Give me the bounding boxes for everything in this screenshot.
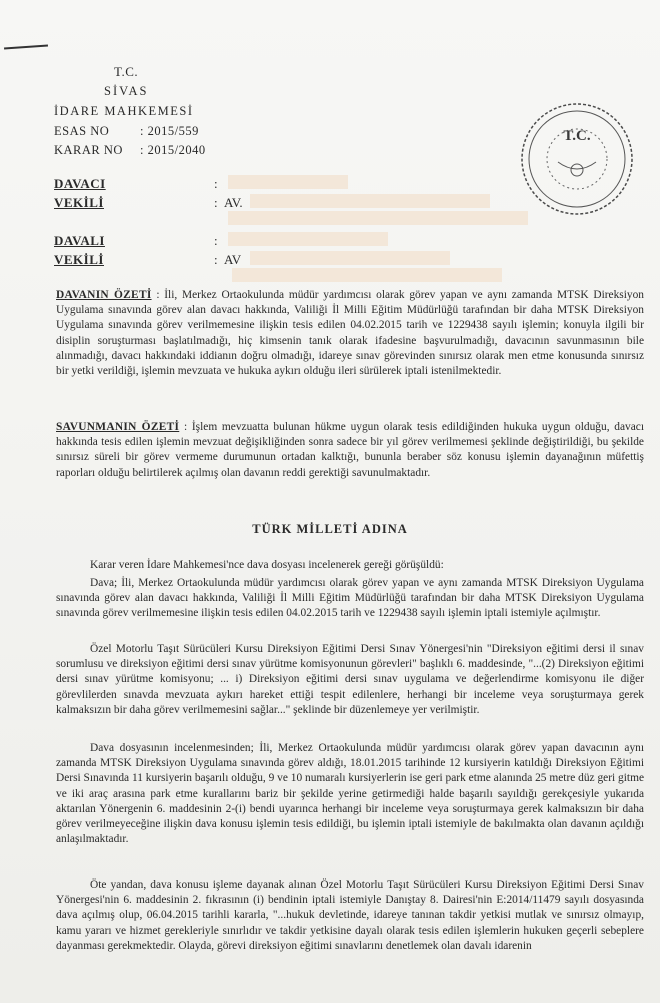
body-paragraph-3: Özel Motorlu Taşıt Sürücüleri Kursu Direksiyon Eğitimi Dersi Sınav Yönergesi'nin "Direksiyon eğitimi dersi il sınav sorumlusu ve direksiyon eğitimi dersi sınav yürütme komisyonunun görevleri" başlıklı 6. maddesinde, "...(2) Direksiyon eğitimi dersi sınav yürütme komisyonu; ... i) Direksiyon eğitimi dersi sınav uygulama ve değerlendirme komisyonu ile diğer görevlilerden sınavda mevzuata aykırı hareket ettiği tespit edilenlere, herhangi bir inceleme veya soruşturmaya gerek kalmaksızın bir daha görev verilmemesini sağlar..." şeklinde bir düzenlemeye yer verilmiştir. bbox=[56, 643, 644, 716]
document-title: TÜRK MİLLETİ ADINA bbox=[252, 522, 408, 536]
redaction-block bbox=[250, 194, 490, 208]
davaci-colon: : bbox=[214, 176, 218, 191]
redaction-block bbox=[250, 251, 450, 265]
davaci-vekili-label: VEKİLİ bbox=[54, 195, 104, 210]
davaci-label: DAVACI bbox=[54, 176, 106, 191]
savunmanin-ozeti-section bbox=[56, 420, 644, 481]
davaci-vekili-colon: : bbox=[214, 195, 218, 210]
davali-colon: : bbox=[214, 233, 218, 248]
davali-vekili-colon: : bbox=[214, 252, 218, 267]
davali-vekili-value: AV bbox=[224, 252, 242, 267]
body-paragraph-4: Dava dosyasının incelenmesinden; İli, Merkez Ortaokulunda müdür yardımcısı olarak görev yapan davacının aynı zamanda MTSK Direksiyon Uygulama sınavında görev aldığı, 18.01.2015 tarihinde 12 kursiyerin katıldığı Direksiyon Eğitimi Dersi Sınavında 11 kursiyerin başarılı olduğu, 9 ve 10 numaralı kursiyerlerin ise geri park etme alanında 25 metre düz geri gitme ve iki araç arasına park etme kurallarını bariz bir şekilde yerine getirmediği halde başarılı sayıldığı gerekçesiyle yukarıda aktarılan Yönergenin 6. maddesinin 2-(i) bendi uyarınca herhangi bir inceleme veya soruşturmaya gerek kalmaksızın bir daha görev verilmeyeceğine ilişkin dava konusu işlemin tesis edildiği, bu işlemin iptali istemiyle de bakılmakta olan davanın açıldığı anlaşılmaktadır. bbox=[56, 742, 644, 846]
davanin-ozeti-section bbox=[56, 288, 644, 379]
davanin-ozeti-text: : İli, Merkez Ortaokulunda müdür yardımcısı olarak görev yapan ve aynı zamanda MTSK Direksiyon Uygulama sınavında görev alan davacı hakkında, Valiliği İl Milli Eğitim Müdürlüğü tarafından bir daha MTSK Direksiyon Uygulama sınavında görev verilmemesine ilişkin tesis edilen 04.02.2015 tarih ve 1229438 sayılı işlemin; konuyla ilgili bir disiplin soruşturması başlatılmadığı, hiç kimsenin tanık olarak ifadesine başvurulmadığı, davacının savunmasının bile alınmadığı, davacı hakkındaki iddianın doğru olmadığı, idareye sınav görevinden sınırsız olarak men etme konusunda sınırsız bir yetki verildiği, işlemin mevzuata ve hukuka aykırı olduğu ileri sürülerek iptali istenilmektedir. bbox=[56, 289, 644, 378]
body-paragraph-1: Karar veren İdare Mahkemesi'nce dava dosyası incelenerek gereği görüşüldü: bbox=[90, 559, 444, 571]
city-label: SİVAS bbox=[104, 84, 149, 98]
seal-text: T.C. bbox=[563, 128, 591, 144]
scan-mark bbox=[4, 44, 48, 49]
davanin-ozeti-label: DAVANIN ÖZETİ bbox=[56, 289, 152, 301]
court-label: İDARE MAHKEMESİ bbox=[54, 104, 194, 118]
redaction-block bbox=[232, 268, 502, 282]
karar-label: KARAR NO bbox=[54, 143, 123, 157]
body-paragraph-2: Dava; İli, Merkez Ortaokulunda müdür yardımcısı olarak görev yapan ve aynı zamanda MTSK Direksiyon Uygulama sınavında görev alan davacı hakkında, Valiliği İl Milli Eğitim Müdürlüğü tarafından bir daha MTSK Direksiyon Uygulama sınavında görev verilmemesine ilişkin tesis edilen 04.02.2015 tarih ve 1229438 sayılı işlemin iptali istemiyle açılmıştır. bbox=[56, 577, 644, 620]
davali-vekili-label: VEKİLİ bbox=[54, 252, 104, 267]
davali-label: DAVALI bbox=[54, 233, 105, 248]
redaction-block bbox=[228, 232, 388, 246]
redaction-block bbox=[228, 175, 348, 189]
esas-value: : 2015/559 bbox=[140, 124, 199, 138]
country-label: T.C. bbox=[114, 64, 139, 79]
body-paragraph-5: Öte yandan, dava konusu işleme dayanak alınan Özel Motorlu Taşıt Sürücüleri Kursu Direksiyon Eğitimi Dersi Sınav Yönergesi'nin 6. maddesinin 2. fıkrasının (i) bendinin iptali istemiyle Danıştay 8. Dairesi'nin E:2014/11479 sayılı dosyasında dava açılmış olup, 06.04.2015 tarihli kararla, "...hukuk devletinde, idareye tanınan takdir yetkisi mutlak ve sınırsız olmayıp, kamu yararı ve hizmet gerekleriyle sınırlıdır ve takdir yetkisine dayalı olarak tesis edilen işlemlerin hukuken geçerli sebeplere dayanması gerekmektedir. Olayda, görevi direksiyon eğitimi sınavlarını denetlemek olan davalı idarenin bbox=[56, 879, 644, 952]
redaction-block bbox=[228, 211, 528, 225]
davaci-vekili-value: AV. bbox=[224, 195, 243, 210]
savunmanin-ozeti-label: SAVUNMANIN ÖZETİ bbox=[56, 421, 180, 433]
savunmanin-ozeti-text: : İşlem mevzuatta bulunan hükme uygun olarak tesis edildiğinden hukuka uygun olduğu, davacı hakkında tesis edilen işlemin mevzuat değişikliğinden sonra sadece bir yıl görev verilmemesi şeklinde değiştirildiği, bu şekilde sınırsız süreli bir görev vermeme durumunun ortadan kalktığı, bununla beraber söz konusu işlemin dayanağının müfettiş raporları olduğu belirtilerek açılmış olan davanın reddi gerektiği savunulmaktadır. bbox=[56, 421, 644, 479]
esas-label: ESAS NO bbox=[54, 124, 110, 138]
karar-value: : 2015/2040 bbox=[140, 143, 206, 157]
official-seal bbox=[518, 100, 636, 218]
